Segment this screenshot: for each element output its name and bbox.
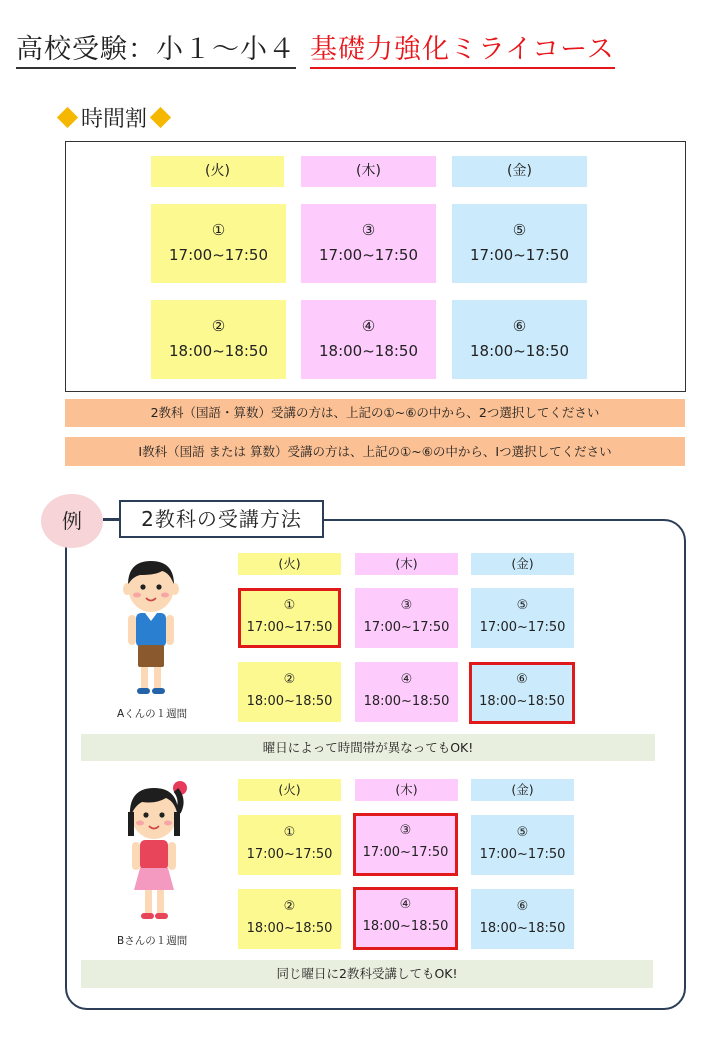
slot-number: ⑥	[516, 899, 529, 914]
boy-icon	[116, 555, 186, 700]
slot-number: ④	[361, 317, 376, 335]
slot-4	[301, 300, 436, 379]
girl-caption: Bさんの１週間	[117, 935, 188, 947]
example-b-slot-4-selected	[353, 887, 458, 950]
example-b-slot-3-selected	[353, 813, 458, 876]
title-course: 基礎力強化ミライコース	[310, 34, 615, 69]
slot-number: ④	[399, 897, 412, 912]
example-b-day-thursday: (木)	[355, 779, 458, 801]
slot-time: 17:00~17:50	[479, 620, 566, 635]
slot-number: ⑤	[516, 825, 529, 840]
example-a-banner: 曜日によって時間帯が異なってもOK!	[81, 734, 655, 761]
note-one-subject: I教科（国語 または 算数）受講の方は、上記の①~⑥の中から、Iつ選択してください	[65, 437, 685, 466]
slot-time: 17:00~17:50	[168, 246, 269, 264]
slot-time: 17:00~17:50	[362, 845, 449, 860]
example-b-day-friday: (金)	[471, 779, 574, 801]
slot-number: ⑥	[512, 317, 527, 335]
slot-time: 17:00~17:50	[469, 246, 570, 264]
slot-time: 17:00~17:50	[246, 620, 333, 635]
slot-time: 18:00~18:50	[479, 921, 566, 936]
slot-number: ⑤	[516, 598, 529, 613]
slot-number: ①	[211, 221, 226, 239]
slot-time: 18:00~18:50	[363, 694, 450, 709]
day-header-friday: (金)	[452, 156, 587, 187]
slot-time: 18:00~18:50	[246, 694, 333, 709]
example-b-slot-2	[238, 889, 341, 949]
slot-number: ③	[400, 598, 413, 613]
example-b-day-tuesday: (火)	[238, 779, 341, 801]
slot-time: 18:00~18:50	[246, 921, 333, 936]
slot-1	[151, 204, 286, 283]
example-a-day-friday: (金)	[471, 553, 574, 575]
slot-number: ③	[399, 823, 412, 838]
slot-time: 17:00~17:50	[318, 246, 419, 264]
example-a-slot-2	[238, 662, 341, 722]
slot-time: 17:00~17:50	[363, 620, 450, 635]
slot-time: 18:00~18:50	[362, 919, 449, 934]
badge-connector	[103, 518, 120, 520]
example-b-banner: 同じ曜日に2教科受講してもOK!	[81, 960, 653, 988]
example-a-slot-6-selected	[469, 662, 575, 724]
day-header-thursday: (木)	[301, 156, 436, 187]
example-a-slot-3	[355, 588, 458, 648]
example-badge: 例	[41, 494, 103, 548]
slot-time: 17:00~17:50	[479, 847, 566, 862]
slot-number: ④	[400, 672, 413, 687]
slot-number: ②	[283, 899, 296, 914]
example-b-slot-1	[238, 815, 341, 875]
slot-time: 18:00~18:50	[479, 694, 565, 709]
timetable-heading-text: 時間割	[81, 107, 148, 132]
slot-3	[301, 204, 436, 283]
boy-caption: Aくんの１週間	[117, 708, 188, 720]
slot-5	[452, 204, 587, 283]
example-b-slot-5	[471, 815, 574, 875]
title-main: 高校受験：小１～小４	[16, 34, 296, 69]
timetable	[65, 141, 686, 392]
timetable-heading	[54, 104, 174, 136]
page-title	[16, 30, 706, 74]
slot-number: ②	[283, 672, 296, 687]
example-a-day-thursday: (木)	[355, 553, 458, 575]
day-header-tuesday: (火)	[151, 156, 284, 187]
girl-icon	[118, 778, 192, 928]
slot-time: 17:00~17:50	[246, 847, 333, 862]
slot-number: ①	[283, 825, 296, 840]
slot-number: ⑥	[516, 672, 528, 687]
slot-number: ①	[283, 598, 296, 613]
example-a-slot-4	[355, 662, 458, 722]
slot-number: ②	[211, 317, 226, 335]
example-b-slot-6	[471, 889, 574, 949]
slot-number: ⑤	[512, 221, 527, 239]
slot-2	[151, 300, 286, 379]
example-a-day-tuesday: (火)	[238, 553, 341, 575]
slot-time: 18:00~18:50	[469, 342, 570, 360]
example-title: 2教科の受講方法	[119, 500, 324, 538]
diamond-icon	[57, 107, 78, 128]
example-a-slot-1-selected	[238, 588, 341, 648]
slot-time: 18:00~18:50	[168, 342, 269, 360]
diamond-icon	[150, 107, 171, 128]
note-two-subjects: 2教科（国語・算数）受講の方は、上記の①~⑥の中から、2つ選択してください	[65, 399, 685, 427]
example-a-slot-5	[471, 588, 574, 648]
slot-time: 18:00~18:50	[318, 342, 419, 360]
slot-number: ③	[361, 221, 376, 239]
slot-6	[452, 300, 587, 379]
